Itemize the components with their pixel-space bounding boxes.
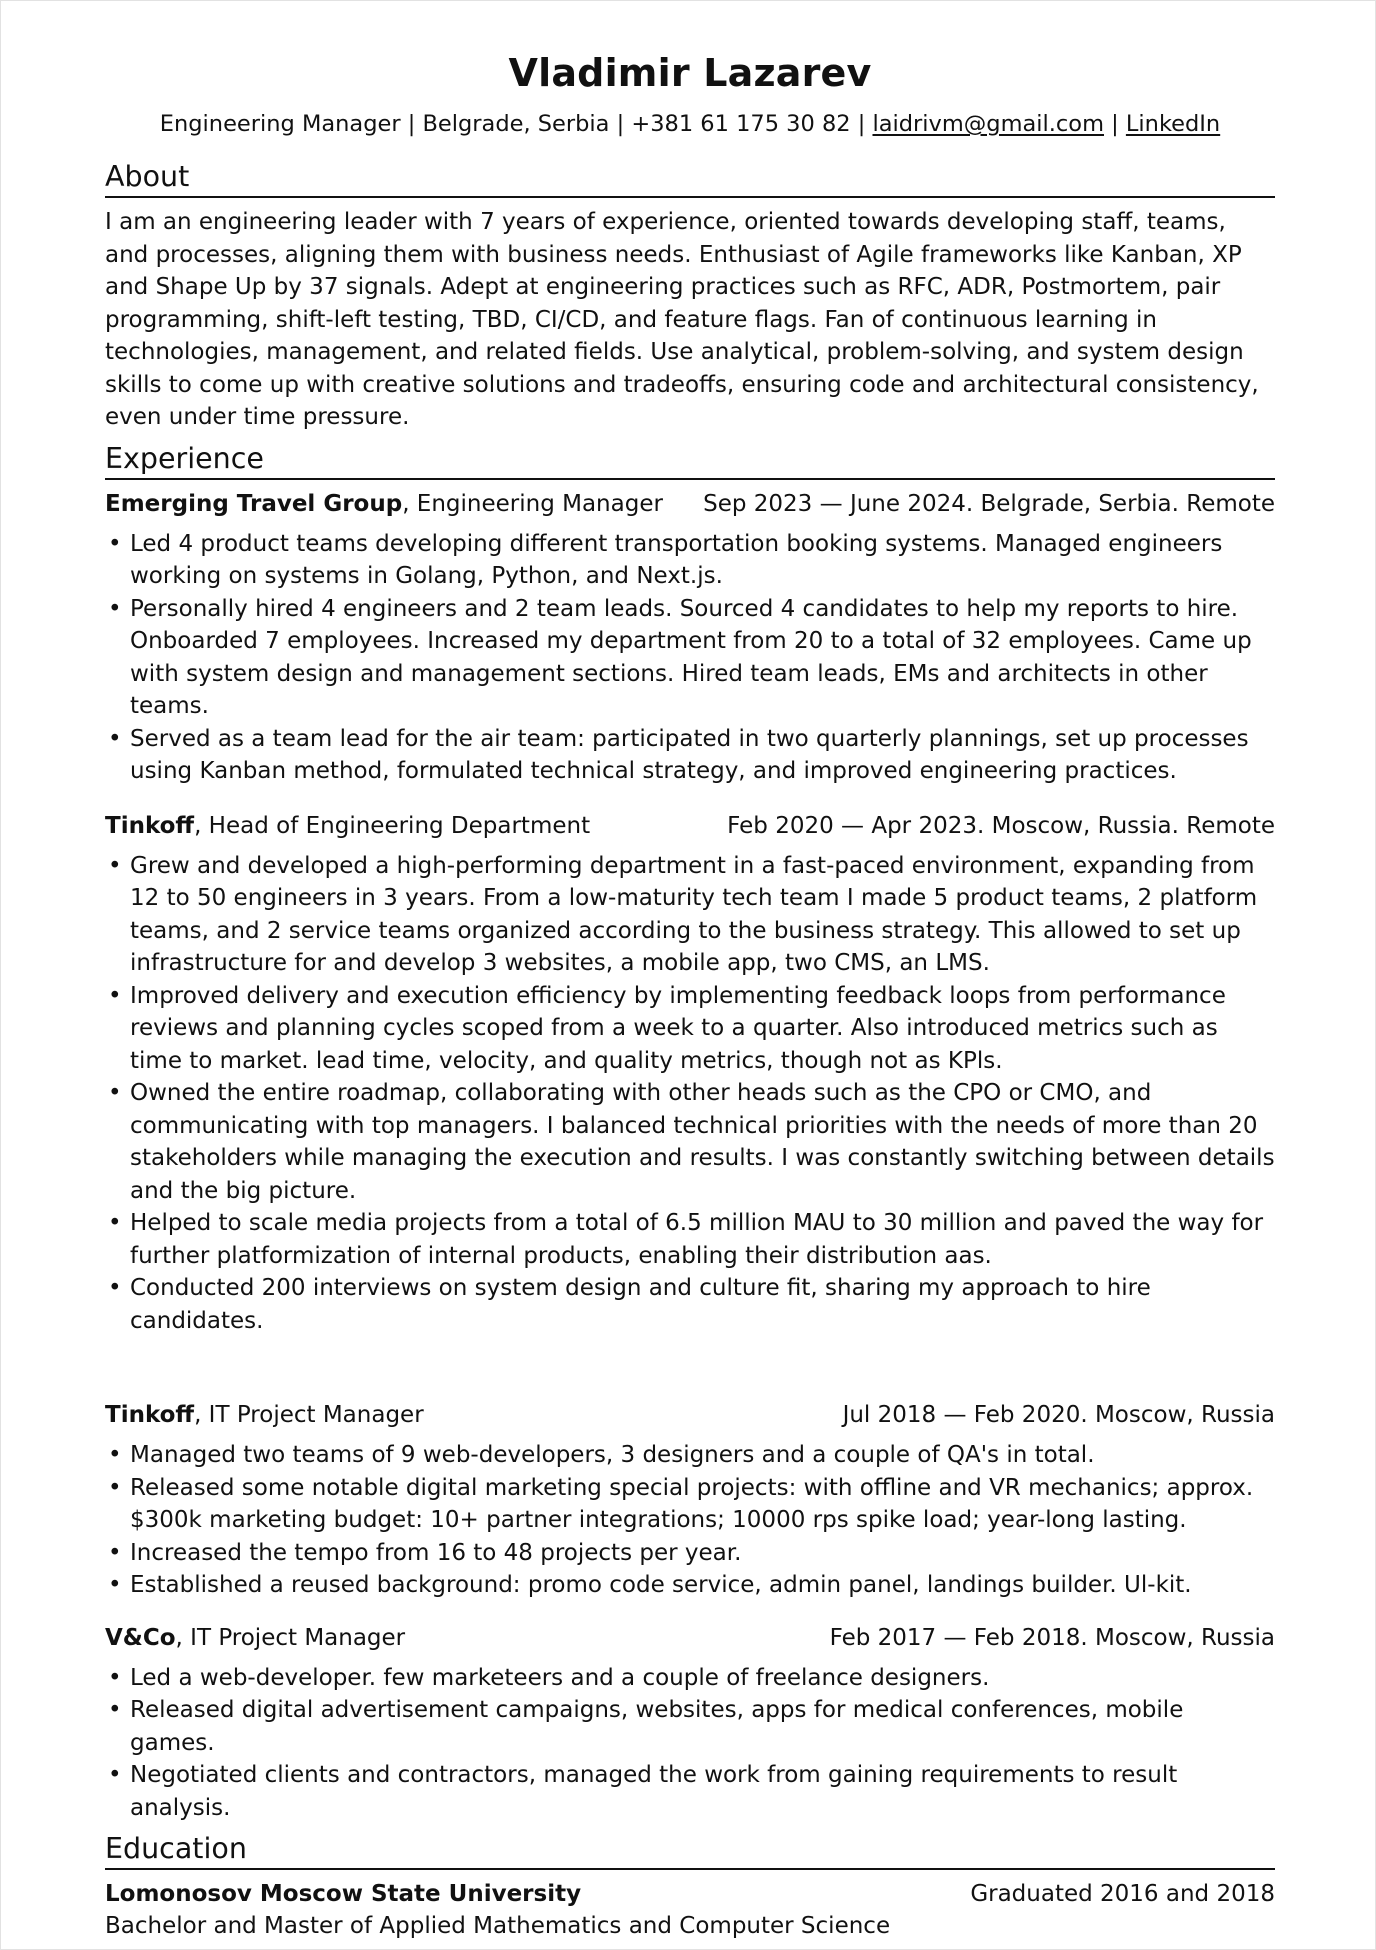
job-position: , IT Project Manager <box>175 1624 406 1651</box>
list-item: • Grew and developed a high-performing department in a fast-paced environment, expanding from 12 to 50 engineers in 3 years. From a low-maturity tech team I made 5 product teams, 2 platform teams, and 2 service teams organized according to the business strategy. This allowed to set up infrastructure for and develop 3 websites, a mobile app, two CMS, an LMS. <box>105 850 1275 980</box>
list-item: • Released some notable digital marketing special projects: with offline and VR mechanics; approx. $300k marketing budget: 10+ partner integrations; 10000 rps spike load; year-long lasting. <box>105 1472 1275 1537</box>
role-text: Engineering Manager <box>159 111 401 137</box>
job-header-emerging-travel <box>105 488 1275 520</box>
job-header-tinkoff-head <box>105 810 1275 842</box>
job-bullets-emerging-travel <box>105 528 1275 788</box>
education-row <box>105 1878 1275 1910</box>
list-item: • Improved delivery and execution efficiency by implementing feedback loops from performance reviews and planning cycles scoped from a week to a quarter. Also introduced metrics such as time to market. lead time, velocity, and quality metrics, though not as KPls. <box>105 980 1275 1078</box>
list-item: • Helped to scale media projects from a total of 6.5 million MAU to 30 million and paved the way for further platformization of internal products, enabling their distribution aas. <box>105 1207 1275 1272</box>
job-position: , Head of Engineering Department <box>194 812 591 839</box>
job-dates-location: Sep 2023 — June 2024. Belgrade, Serbia. Remote <box>703 490 1275 517</box>
degree-text: Bachelor and Master of Applied Mathematics and Computer Science <box>105 1913 891 1939</box>
job-position: , IT Project Manager <box>194 1402 424 1428</box>
list-item: • Owned the entire roadmap, collaborating with other heads such as the CPO or CMO, and communicating with top managers. I balanced technical priorities with the needs of more than 20 stakeholders while managing the execution and results. I was constantly switching between details and the big picture. <box>105 1077 1275 1207</box>
list-item: • Led a web-developer. few marketeers and a couple of freelance designers. <box>105 1662 1275 1695</box>
list-item: • Released digital advertisement campaigns, websites, apps for medical conferences, mobile games. <box>105 1694 1275 1759</box>
job-bullets-tinkoff-pm <box>105 1439 1275 1602</box>
about-text: I am an engineering leader with 7 years of experience, oriented towards developing staff, teams, and processes, aligning them with business needs. Enthusiast of Agile frameworks like Kanban, XP and Shape Up by 37 signals. Adept at engineering practices such as RFC, ADR, Postmortem, pair programming, shift-left testing, TBD, CI/CD, and feature flags. Fan of continuous learning in technologies, management, and related fields. Use analytical, problem-solving, and system design skills to come up with creative solutions and tradeoffs, ensuring code and architectural consistency, even under time pressure. <box>105 209 1259 430</box>
job-header-tinkoff-pm <box>105 1399 1275 1431</box>
company-name: Tinkoff <box>105 812 195 839</box>
separator: | <box>850 111 873 137</box>
job-title-line <box>105 810 590 842</box>
company-name: Emerging Travel Group <box>105 490 403 517</box>
job-header-vco <box>105 1622 1275 1654</box>
job-title-line <box>105 488 663 520</box>
job-title-line <box>105 1622 405 1654</box>
separator: | <box>1104 111 1126 137</box>
job-dates-location: Jul 2018 — Feb 2020. Moscow, Russia <box>842 1402 1275 1428</box>
phone-text: +381 61 175 30 82 <box>631 111 851 137</box>
list-item: • Established a reused background: promo code service, admin panel, landings builder. Ul-kit. <box>105 1569 1275 1602</box>
job-title-line <box>105 1399 424 1431</box>
job-dates-location: Feb 2020 — Apr 2023. Moscow, Russia. Remote <box>727 812 1275 839</box>
contact-line <box>105 111 1275 137</box>
location-text: Belgrade, Serbia <box>422 111 610 137</box>
list-item: • Led 4 product teams developing different transportation booking systems. Managed engineers working on systems in Golang, Python, and Next.js. <box>105 528 1275 593</box>
job-bullets-tinkoff-head <box>105 850 1275 1338</box>
list-item: • Increased the tempo from 16 to 48 projects per year. <box>105 1537 1275 1570</box>
about-heading: About <box>105 161 1275 198</box>
company-name: V&Co <box>105 1624 176 1651</box>
experience-heading: Experience <box>105 443 1275 480</box>
list-item: • Managed two teams of 9 web-developers, 3 designers and a couple of QA's in total. <box>105 1439 1275 1472</box>
graduation-dates: Graduated 2016 and 2018 <box>970 1881 1275 1907</box>
candidate-name: Vladimir Lazarev <box>508 51 872 95</box>
list-item: • Negotiated clients and contractors, managed the work from gaining requirements to result analysis. <box>105 1759 1275 1824</box>
job-position: , Engineering Manager <box>402 490 663 517</box>
separator: | <box>609 111 632 137</box>
company-name: Tinkoff <box>105 1402 195 1428</box>
list-item: • Personally hired 4 engineers and 2 team leads. Sourced 4 candidates to help my reports to hire. Onboarded 7 employees. Increased my department from 20 to a total of 32 employees. Came up with system design and management sections. Hired team leads, EMs and architects in other teams. <box>105 593 1275 723</box>
linkedin-link[interactable]: LinkedIn <box>1125 111 1221 137</box>
school-name: Lomonosov Moscow State University <box>105 1881 582 1907</box>
email-link[interactable]: laidrivm@gmail.com <box>872 111 1104 137</box>
job-bullets-vco <box>105 1662 1275 1825</box>
education-heading: Education <box>105 1833 1275 1870</box>
list-item: • Conducted 200 interviews on system design and culture fit, sharing my approach to hire candidates. <box>105 1272 1275 1337</box>
separator: | <box>400 111 423 137</box>
list-item: • Served as a team lead for the air team: participated in two quarterly plannings, set up processes using Kanban method, formulated technical strategy, and improved engineering practices. <box>105 723 1275 788</box>
job-dates-location: Feb 2017 — Feb 2018. Moscow, Russia <box>829 1624 1275 1651</box>
